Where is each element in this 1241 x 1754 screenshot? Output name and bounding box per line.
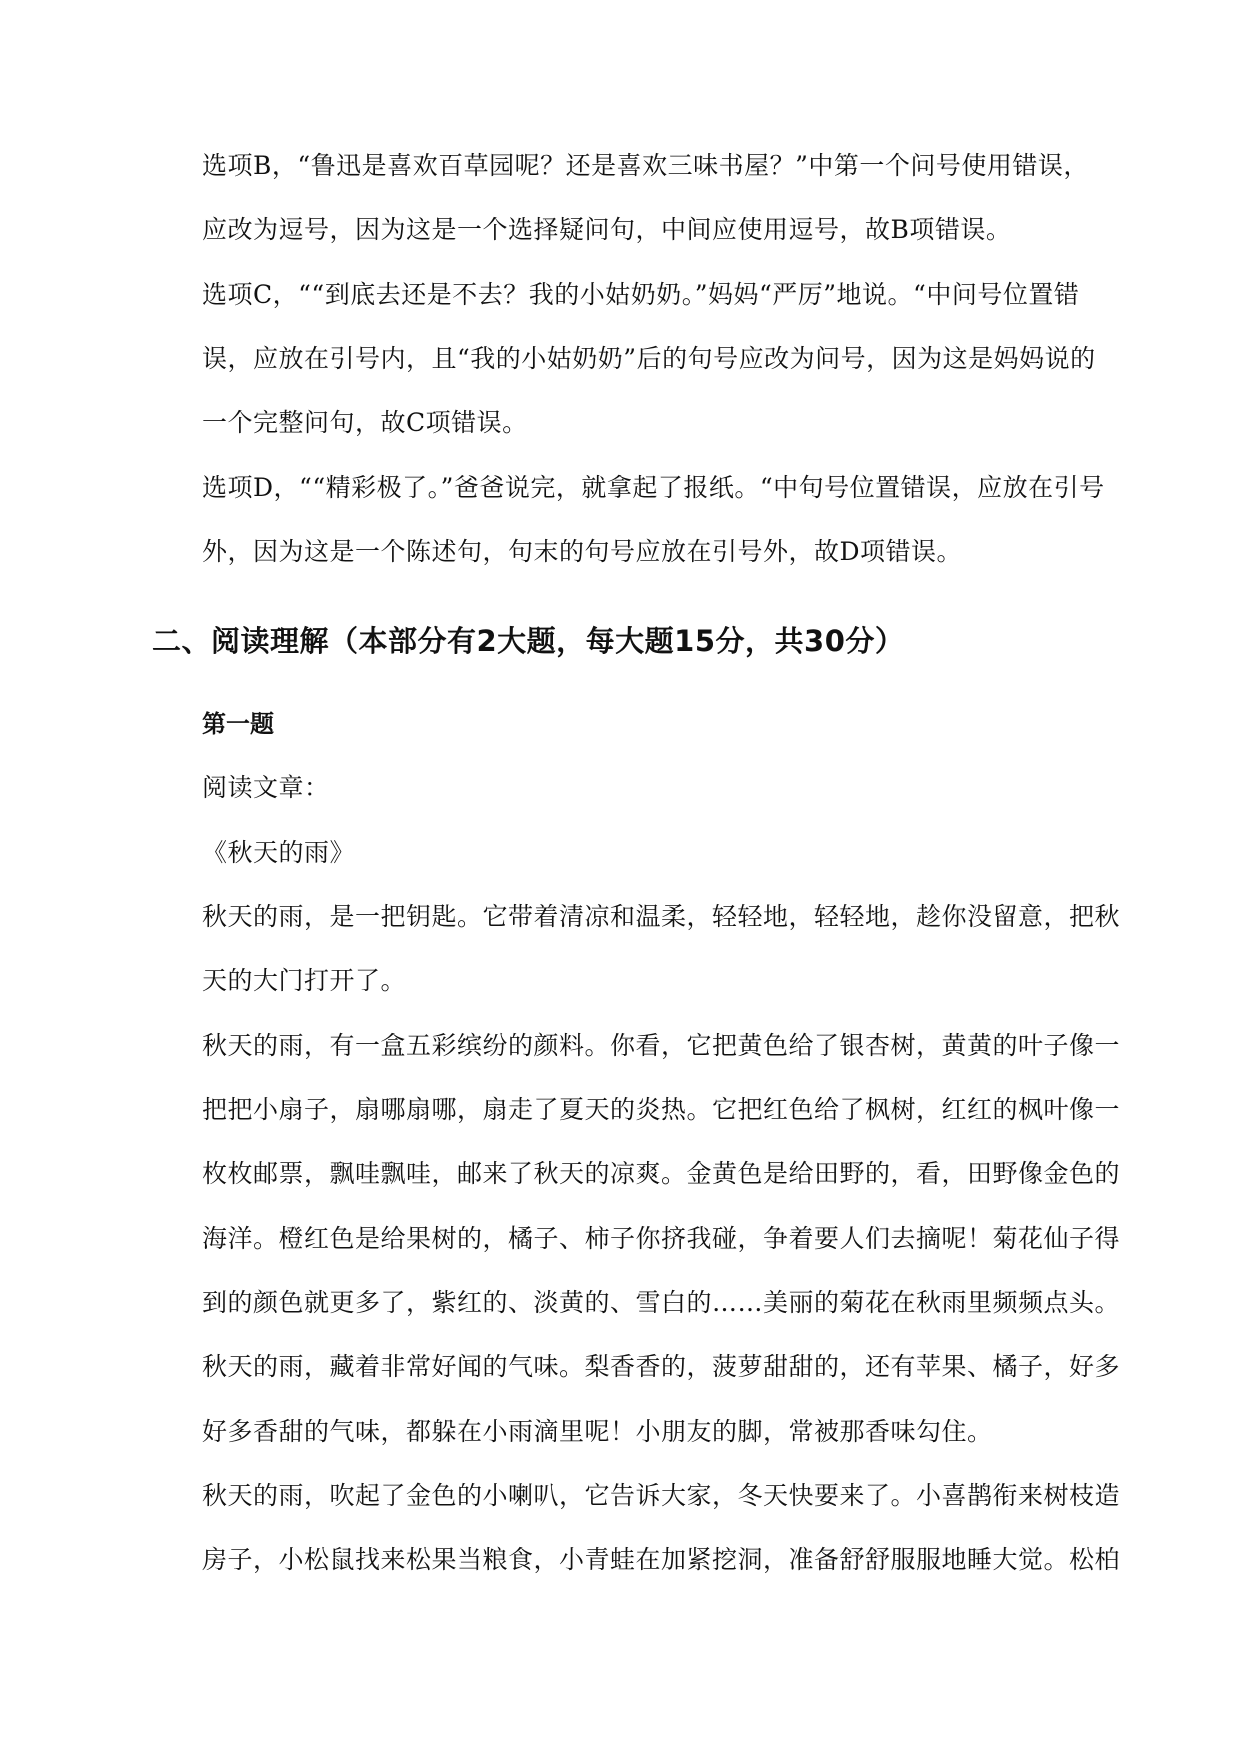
option-c-line-3: 一个完整问句，故C项错误。 [202,408,528,437]
question-one-label: 第一题 [202,710,274,738]
paragraph-2-line-5: 到的颜色就更多了，紫红的、淡黄的、雪白的……美丽的菊花在秋雨里频频点头。 [202,1288,1121,1317]
paragraph-4-line-2: 房子，小松鼠找来松果当粮食，小青蛙在加紧挖洞，准备舒舒服服地睡大觉。松柏 [202,1545,1121,1574]
article-title: 《秋天的雨》 [202,838,356,867]
paragraph-1-line-1: 秋天的雨，是一把钥匙。它带着清凉和温柔，轻轻地，轻轻地，趁你没留意，把秋 [202,902,1121,931]
paragraph-2-line-1: 秋天的雨，有一盒五彩缤纷的颜料。你看，它把黄色给了银杏树，黄黄的叶子像一 [202,1031,1121,1060]
reading-instruction: 阅读文章： [202,773,330,802]
paragraph-3-line-2: 好多香甜的气味，都躲在小雨滴里呢！小朋友的脚，常被那香味勾住。 [202,1417,993,1446]
paragraph-2-line-3: 枚枚邮票，飘哇飘哇，邮来了秋天的凉爽。金黄色是给田野的，看，田野像金色的 [202,1159,1121,1188]
paragraph-2-line-4: 海洋。橙红色是给果树的，橘子、柿子你挤我碰，争着要人们去摘呢！菊花仙子得 [202,1224,1121,1253]
option-b-line-2: 应改为逗号，因为这是一个选择疑问句，中间应使用逗号，故B项错误。 [202,215,1012,244]
paragraph-3-line-1: 秋天的雨，藏着非常好闻的气味。梨香香的，菠萝甜甜的，还有苹果、橘子，好多 [202,1352,1121,1381]
option-d-line-1: 选项D，““精彩极了。”爸爸说完，就拿起了报纸。“中句号位置错误，应放在引号 [202,473,1105,502]
option-c-line-2: 误，应放在引号内，且“我的小姑奶奶”后的句号应改为问号，因为这是妈妈说的 [202,344,1096,373]
section-two-heading: 二、阅读理解（本部分有2大题，每大题15分，共30分） [152,624,905,658]
option-c-line-1: 选项C，““到底去还是不去？我的小姑奶奶。”妈妈“严厉”地说。“中问号位置错 [202,280,1080,309]
paragraph-2-line-2: 把把小扇子，扇哪扇哪，扇走了夏天的炎热。它把红色给了枫树，红红的枫叶像一 [202,1095,1121,1124]
option-d-line-2: 外，因为这是一个陈述句，句末的句号应放在引号外，故D项错误。 [202,537,963,566]
paragraph-4-line-1: 秋天的雨，吹起了金色的小喇叭，它告诉大家，冬天快要来了。小喜鹊衔来树枝造 [202,1481,1121,1510]
option-b-line-1: 选项B，“鲁迅是喜欢百草园呢？还是喜欢三味书屋？”中第一个问号使用错误， [202,151,1089,180]
paragraph-1-line-2: 天的大门打开了。 [202,966,407,995]
